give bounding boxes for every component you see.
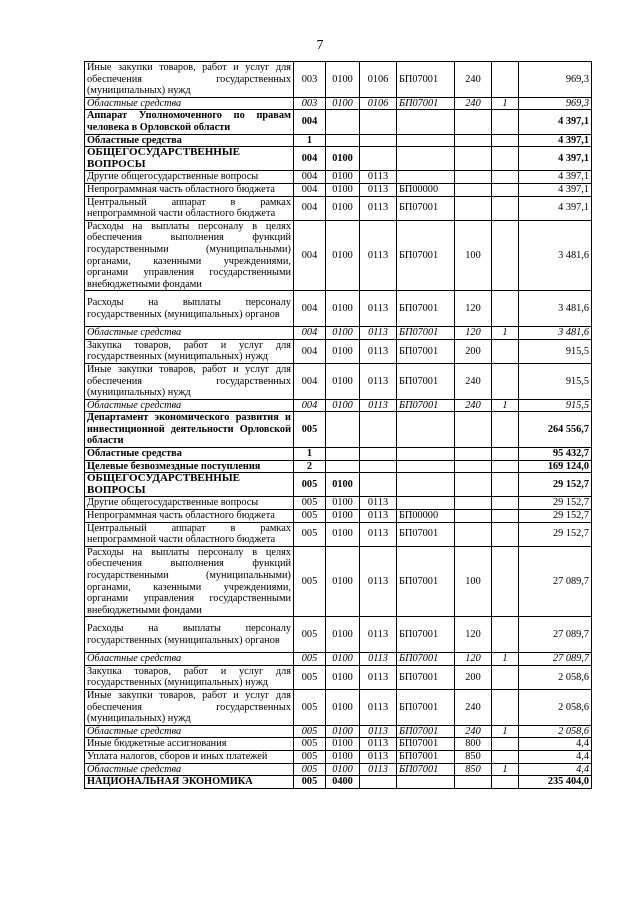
row-csr-cell: БП07001 <box>397 690 455 726</box>
row-rz-cell: 0100 <box>326 147 360 171</box>
row-rz-cell <box>326 460 360 473</box>
row-csr-cell <box>397 473 455 497</box>
row-ved-cell: 004 <box>294 183 326 196</box>
row-src-cell <box>492 196 519 220</box>
row-pr-cell: 0113 <box>360 751 397 764</box>
row-csr-cell: БП07001 <box>397 339 455 363</box>
row-name-cell: Областные средства <box>85 327 294 340</box>
row-ved-cell: 005 <box>294 776 326 789</box>
row-csr-cell: БП07001 <box>397 62 455 98</box>
table-row <box>85 725 592 738</box>
row-name-cell: Департамент экономического развития и инвестиционной деятельности Орловской области <box>85 412 294 448</box>
row-rz-cell <box>326 448 360 461</box>
row-amount-cell: 3 481,6 <box>519 220 592 291</box>
row-src-cell <box>492 738 519 751</box>
row-vr-cell: 200 <box>455 665 492 689</box>
row-amount-cell: 4 397,1 <box>519 196 592 220</box>
row-amount-cell: 27 089,7 <box>519 653 592 666</box>
row-ved-cell: 005 <box>294 617 326 653</box>
row-ved-cell: 005 <box>294 738 326 751</box>
row-name-cell: Другие общегосударственные вопросы <box>85 171 294 184</box>
row-rz-cell: 0100 <box>326 497 360 510</box>
row-pr-cell: 0113 <box>360 363 397 399</box>
row-name-cell: Непрограммная часть областного бюджета <box>85 510 294 523</box>
table-row <box>85 147 592 171</box>
row-rz-cell: 0100 <box>326 751 360 764</box>
row-src-cell <box>492 690 519 726</box>
row-src-cell <box>492 473 519 497</box>
row-name-cell: ОБЩЕГОСУДАРСТВЕННЫЕ ВОПРОСЫ <box>85 473 294 497</box>
row-csr-cell: БП00000 <box>397 510 455 523</box>
row-csr-cell <box>397 448 455 461</box>
table-row <box>85 460 592 473</box>
row-vr-cell: 120 <box>455 327 492 340</box>
row-name-cell: Областные средства <box>85 725 294 738</box>
row-src-cell <box>492 497 519 510</box>
row-csr-cell: БП07001 <box>397 751 455 764</box>
row-amount-cell: 29 152,7 <box>519 473 592 497</box>
row-csr-cell: БП07001 <box>397 196 455 220</box>
row-name-cell: Центральный аппарат в рамках непрограммной части областного бюджета <box>85 522 294 546</box>
row-amount-cell: 915,5 <box>519 339 592 363</box>
row-csr-cell: БП07001 <box>397 725 455 738</box>
row-amount-cell: 4 397,1 <box>519 171 592 184</box>
row-pr-cell: 0113 <box>360 196 397 220</box>
table-row <box>85 617 592 653</box>
row-vr-cell <box>455 134 492 147</box>
row-src-cell <box>492 134 519 147</box>
row-src-cell: 1 <box>492 763 519 776</box>
row-rz-cell: 0100 <box>326 183 360 196</box>
row-rz-cell: 0100 <box>326 522 360 546</box>
row-name-cell: Областные средства <box>85 653 294 666</box>
row-src-cell <box>492 62 519 98</box>
row-name-cell: Расходы на выплаты персоналу в целях обеспечения выполнения функций государственными (муниципальными) органами, казенными учреждениями, органами управления государственными внебюджетными фондами <box>85 546 294 617</box>
row-pr-cell <box>360 448 397 461</box>
row-amount-cell: 3 481,6 <box>519 327 592 340</box>
row-pr-cell: 0113 <box>360 653 397 666</box>
row-rz-cell: 0100 <box>326 738 360 751</box>
row-name-cell: Закупка товаров, работ и услуг для государственных (муниципальных) нужд <box>85 339 294 363</box>
row-ved-cell: 004 <box>294 399 326 412</box>
row-amount-cell: 4,4 <box>519 738 592 751</box>
row-vr-cell <box>455 171 492 184</box>
row-src-cell <box>492 171 519 184</box>
row-name-cell: Иные закупки товаров, работ и услуг для обеспечения государственных (муниципальных) нужд <box>85 363 294 399</box>
row-ved-cell: 005 <box>294 653 326 666</box>
row-name-cell: НАЦИОНАЛЬНАЯ ЭКОНОМИКА <box>85 776 294 789</box>
row-amount-cell: 2 058,6 <box>519 665 592 689</box>
row-ved-cell: 005 <box>294 510 326 523</box>
table-row <box>85 776 592 789</box>
row-csr-cell <box>397 412 455 448</box>
row-name-cell: ОБЩЕГОСУДАРСТВЕННЫЕ ВОПРОСЫ <box>85 147 294 171</box>
row-rz-cell: 0100 <box>326 399 360 412</box>
table-row <box>85 448 592 461</box>
row-ved-cell: 005 <box>294 751 326 764</box>
row-src-cell: 1 <box>492 399 519 412</box>
row-csr-cell: БП07001 <box>397 363 455 399</box>
row-pr-cell: 0113 <box>360 183 397 196</box>
row-csr-cell <box>397 460 455 473</box>
row-pr-cell: 0113 <box>360 510 397 523</box>
row-csr-cell: БП07001 <box>397 220 455 291</box>
row-vr-cell: 240 <box>455 690 492 726</box>
row-vr-cell <box>455 522 492 546</box>
row-pr-cell: 0113 <box>360 339 397 363</box>
row-rz-cell: 0100 <box>326 339 360 363</box>
row-ved-cell: 005 <box>294 522 326 546</box>
row-pr-cell <box>360 460 397 473</box>
row-src-cell: 1 <box>492 653 519 666</box>
row-rz-cell: 0100 <box>326 196 360 220</box>
row-csr-cell <box>397 134 455 147</box>
row-rz-cell: 0100 <box>326 171 360 184</box>
row-csr-cell <box>397 497 455 510</box>
row-src-cell <box>492 448 519 461</box>
row-amount-cell: 27 089,7 <box>519 617 592 653</box>
row-name-cell: Областные средства <box>85 763 294 776</box>
row-csr-cell <box>397 776 455 789</box>
table-row <box>85 327 592 340</box>
row-src-cell <box>492 363 519 399</box>
table-row <box>85 497 592 510</box>
row-ved-cell: 004 <box>294 363 326 399</box>
row-vr-cell: 240 <box>455 62 492 98</box>
row-src-cell <box>492 776 519 789</box>
row-vr-cell <box>455 510 492 523</box>
row-vr-cell <box>455 473 492 497</box>
row-ved-cell: 004 <box>294 220 326 291</box>
row-ved-cell: 004 <box>294 339 326 363</box>
row-src-cell <box>492 147 519 171</box>
row-csr-cell: БП07001 <box>397 546 455 617</box>
row-pr-cell <box>360 147 397 171</box>
table-row <box>85 473 592 497</box>
row-csr-cell: БП07001 <box>397 763 455 776</box>
row-pr-cell: 0113 <box>360 171 397 184</box>
row-pr-cell: 0113 <box>360 665 397 689</box>
row-rz-cell: 0400 <box>326 776 360 789</box>
row-csr-cell <box>397 110 455 134</box>
row-csr-cell: БП07001 <box>397 617 455 653</box>
row-rz-cell: 0100 <box>326 665 360 689</box>
row-name-cell: Центральный аппарат в рамках непрограммной части областного бюджета <box>85 196 294 220</box>
table-row <box>85 751 592 764</box>
row-amount-cell: 4,4 <box>519 763 592 776</box>
row-vr-cell: 240 <box>455 97 492 110</box>
row-src-cell <box>492 665 519 689</box>
row-ved-cell: 005 <box>294 412 326 448</box>
table-row <box>85 399 592 412</box>
row-amount-cell: 29 152,7 <box>519 510 592 523</box>
row-rz-cell: 0100 <box>326 363 360 399</box>
table-row <box>85 665 592 689</box>
row-rz-cell: 0100 <box>326 291 360 327</box>
row-amount-cell: 3 481,6 <box>519 291 592 327</box>
row-csr-cell: БП07001 <box>397 738 455 751</box>
row-pr-cell: 0113 <box>360 291 397 327</box>
row-pr-cell: 0113 <box>360 220 397 291</box>
row-rz-cell: 0100 <box>326 546 360 617</box>
row-ved-cell: 005 <box>294 546 326 617</box>
row-name-cell: Уплата налогов, сборов и иных платежей <box>85 751 294 764</box>
table-row <box>85 62 592 98</box>
row-src-cell: 1 <box>492 725 519 738</box>
table-row <box>85 546 592 617</box>
row-amount-cell: 169 124,0 <box>519 460 592 473</box>
row-vr-cell: 850 <box>455 763 492 776</box>
row-amount-cell: 29 152,7 <box>519 497 592 510</box>
row-rz-cell: 0100 <box>326 617 360 653</box>
row-src-cell <box>492 412 519 448</box>
row-csr-cell: БП00000 <box>397 183 455 196</box>
row-vr-cell: 100 <box>455 546 492 617</box>
row-src-cell <box>492 510 519 523</box>
row-src-cell <box>492 460 519 473</box>
row-amount-cell: 969,3 <box>519 62 592 98</box>
row-vr-cell: 120 <box>455 653 492 666</box>
row-vr-cell: 850 <box>455 751 492 764</box>
row-ved-cell: 005 <box>294 497 326 510</box>
row-amount-cell: 4 397,1 <box>519 110 592 134</box>
row-rz-cell: 0100 <box>326 653 360 666</box>
budget-table <box>84 61 592 789</box>
row-name-cell: Непрограммная часть областного бюджета <box>85 183 294 196</box>
table-row <box>85 220 592 291</box>
row-vr-cell <box>455 183 492 196</box>
table-row <box>85 690 592 726</box>
row-ved-cell: 005 <box>294 473 326 497</box>
table-row <box>85 653 592 666</box>
row-vr-cell: 120 <box>455 617 492 653</box>
row-ved-cell: 2 <box>294 460 326 473</box>
row-pr-cell: 0113 <box>360 327 397 340</box>
row-csr-cell: БП07001 <box>397 653 455 666</box>
row-amount-cell: 2 058,6 <box>519 725 592 738</box>
row-vr-cell <box>455 196 492 220</box>
row-amount-cell: 969,3 <box>519 97 592 110</box>
row-csr-cell: БП07001 <box>397 399 455 412</box>
row-name-cell: Закупка товаров, работ и услуг для государственных (муниципальных) нужд <box>85 665 294 689</box>
table-row <box>85 510 592 523</box>
table-row <box>85 522 592 546</box>
row-name-cell: Иные закупки товаров, работ и услуг для обеспечения государственных (муниципальных) нужд <box>85 690 294 726</box>
row-amount-cell: 4 397,1 <box>519 147 592 171</box>
row-vr-cell <box>455 448 492 461</box>
row-ved-cell: 005 <box>294 690 326 726</box>
row-ved-cell: 004 <box>294 147 326 171</box>
row-vr-cell: 800 <box>455 738 492 751</box>
row-name-cell: Другие общегосударственные вопросы <box>85 497 294 510</box>
row-name-cell: Иные закупки товаров, работ и услуг для обеспечения государственных (муниципальных) нужд <box>85 62 294 98</box>
row-rz-cell: 0100 <box>326 473 360 497</box>
row-csr-cell: БП07001 <box>397 97 455 110</box>
row-vr-cell <box>455 110 492 134</box>
row-pr-cell: 0113 <box>360 690 397 726</box>
row-rz-cell <box>326 412 360 448</box>
row-ved-cell: 005 <box>294 763 326 776</box>
row-ved-cell: 003 <box>294 97 326 110</box>
budget-table-body <box>85 62 592 789</box>
row-pr-cell: 0113 <box>360 497 397 510</box>
row-ved-cell: 005 <box>294 725 326 738</box>
row-pr-cell: 0113 <box>360 399 397 412</box>
row-vr-cell: 240 <box>455 363 492 399</box>
row-ved-cell: 004 <box>294 110 326 134</box>
table-row <box>85 171 592 184</box>
row-rz-cell: 0100 <box>326 62 360 98</box>
row-pr-cell: 0113 <box>360 738 397 751</box>
row-name-cell: Областные средства <box>85 97 294 110</box>
row-pr-cell: 0113 <box>360 617 397 653</box>
row-src-cell <box>492 291 519 327</box>
row-amount-cell: 4 397,1 <box>519 183 592 196</box>
row-pr-cell: 0113 <box>360 522 397 546</box>
row-amount-cell: 4,4 <box>519 751 592 764</box>
row-ved-cell: 004 <box>294 196 326 220</box>
row-ved-cell: 004 <box>294 171 326 184</box>
row-pr-cell <box>360 776 397 789</box>
row-csr-cell: БП07001 <box>397 327 455 340</box>
row-src-cell <box>492 751 519 764</box>
row-ved-cell: 004 <box>294 291 326 327</box>
table-row <box>85 196 592 220</box>
row-amount-cell: 264 556,7 <box>519 412 592 448</box>
row-amount-cell: 915,5 <box>519 399 592 412</box>
table-row <box>85 134 592 147</box>
row-vr-cell: 120 <box>455 291 492 327</box>
row-rz-cell: 0100 <box>326 327 360 340</box>
row-ved-cell: 003 <box>294 62 326 98</box>
row-amount-cell: 2 058,6 <box>519 690 592 726</box>
row-vr-cell <box>455 776 492 789</box>
table-row <box>85 291 592 327</box>
row-csr-cell <box>397 147 455 171</box>
row-amount-cell: 29 152,7 <box>519 522 592 546</box>
row-pr-cell <box>360 473 397 497</box>
row-rz-cell: 0100 <box>326 690 360 726</box>
row-csr-cell <box>397 171 455 184</box>
row-amount-cell: 4 397,1 <box>519 134 592 147</box>
row-vr-cell <box>455 412 492 448</box>
table-row <box>85 110 592 134</box>
row-amount-cell: 27 089,7 <box>519 546 592 617</box>
row-csr-cell: БП07001 <box>397 522 455 546</box>
row-rz-cell <box>326 134 360 147</box>
row-pr-cell <box>360 412 397 448</box>
row-pr-cell: 0113 <box>360 546 397 617</box>
row-vr-cell <box>455 460 492 473</box>
row-pr-cell: 0106 <box>360 62 397 98</box>
row-src-cell <box>492 522 519 546</box>
row-amount-cell: 95 432,7 <box>519 448 592 461</box>
row-name-cell: Расходы на выплаты персоналу государственных (муниципальных) органов <box>85 617 294 653</box>
row-vr-cell: 240 <box>455 725 492 738</box>
row-name-cell: Иные бюджетные ассигнования <box>85 738 294 751</box>
row-vr-cell: 240 <box>455 399 492 412</box>
row-src-cell <box>492 183 519 196</box>
row-vr-cell: 100 <box>455 220 492 291</box>
table-row <box>85 339 592 363</box>
row-name-cell: Расходы на выплаты персоналу в целях обеспечения выполнения функций государственными (муниципальными) органами, казенными учреждениями, органами управления государственными внебюджетными фондами <box>85 220 294 291</box>
row-vr-cell: 200 <box>455 339 492 363</box>
row-src-cell <box>492 110 519 134</box>
row-rz-cell: 0100 <box>326 725 360 738</box>
row-src-cell: 1 <box>492 97 519 110</box>
row-rz-cell: 0100 <box>326 763 360 776</box>
row-src-cell <box>492 546 519 617</box>
row-csr-cell: БП07001 <box>397 665 455 689</box>
row-ved-cell: 1 <box>294 134 326 147</box>
row-vr-cell <box>455 147 492 171</box>
row-amount-cell: 915,5 <box>519 363 592 399</box>
row-name-cell: Аппарат Уполномоченного по правам человека в Орловской области <box>85 110 294 134</box>
row-src-cell <box>492 617 519 653</box>
row-src-cell: 1 <box>492 327 519 340</box>
row-rz-cell <box>326 110 360 134</box>
row-amount-cell: 235 404,0 <box>519 776 592 789</box>
row-vr-cell <box>455 497 492 510</box>
table-row <box>85 763 592 776</box>
row-ved-cell: 004 <box>294 327 326 340</box>
row-rz-cell: 0100 <box>326 510 360 523</box>
page-number: 7 <box>316 38 324 53</box>
row-ved-cell: 1 <box>294 448 326 461</box>
row-pr-cell: 0113 <box>360 763 397 776</box>
row-rz-cell: 0100 <box>326 97 360 110</box>
row-name-cell: Целевые безвозмездные поступления <box>85 460 294 473</box>
row-name-cell: Областные средства <box>85 448 294 461</box>
row-pr-cell: 0106 <box>360 97 397 110</box>
table-row <box>85 363 592 399</box>
row-pr-cell <box>360 134 397 147</box>
row-pr-cell <box>360 110 397 134</box>
table-row <box>85 738 592 751</box>
table-row <box>85 97 592 110</box>
row-rz-cell: 0100 <box>326 220 360 291</box>
row-src-cell <box>492 220 519 291</box>
table-row <box>85 412 592 448</box>
row-name-cell: Областные средства <box>85 399 294 412</box>
table-row <box>85 183 592 196</box>
row-ved-cell: 005 <box>294 665 326 689</box>
row-name-cell: Расходы на выплаты персоналу государственных (муниципальных) органов <box>85 291 294 327</box>
row-name-cell: Областные средства <box>85 134 294 147</box>
row-csr-cell: БП07001 <box>397 291 455 327</box>
row-src-cell <box>492 339 519 363</box>
row-pr-cell: 0113 <box>360 725 397 738</box>
